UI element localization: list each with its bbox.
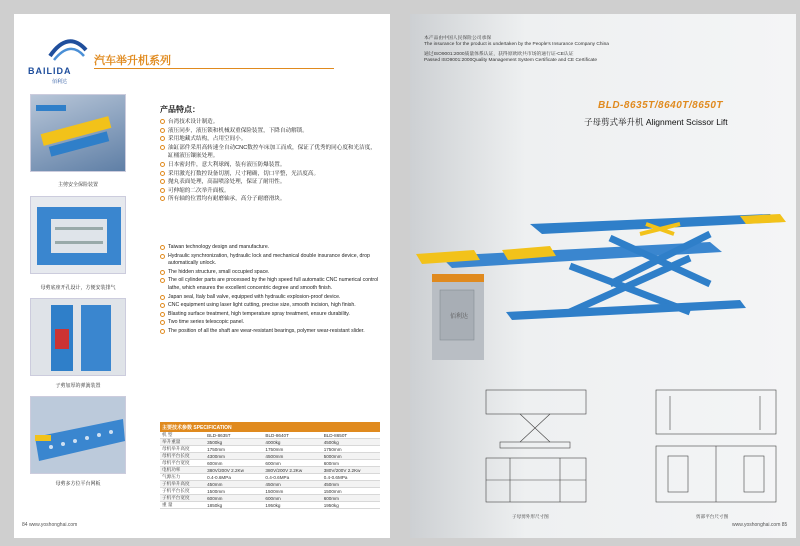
bullet-icon [160,270,165,275]
spec-row [160,460,380,467]
bullet-icon [160,171,165,176]
feature-cn-item: 所有轴的位置均有耐磨轴承，高分子耐磨滑块。 [160,195,380,204]
spec-cell: 1850kg [205,502,263,509]
bullet-icon [160,312,165,317]
bullet-icon [160,245,165,250]
spec-cell: 1500mm [205,488,263,495]
bullet-icon [160,320,165,325]
spec-table [160,422,380,509]
features-title: 产品特点： [160,105,200,114]
spec-cell: 600mm [263,460,321,467]
spec-cell: 电机功率 [160,467,205,474]
bullet-icon [160,179,165,184]
spec-cell: 举升重量 [160,439,205,446]
spec-cell: 1500mm [322,488,380,495]
feature-en-item: Taiwan technology design and manufacture. [160,244,382,252]
spec-cell: 0.4-0.6MPa [205,474,263,481]
feature-en-item: Two time series telescopic panel. [160,319,382,327]
spec-header-cell: 机 型 [160,432,205,439]
feature-cn-item: 采用地藏式结构，占用空间小。 [160,135,380,144]
features-cn-list [160,118,380,204]
feature-cn-item: 油缸部件采用高转速全自动CNC数控车床加工而成，保证了优秀的同心度和光洁度，缸桶液压镶嵌处理。 [160,144,380,161]
spec-cell: 600mm [322,495,380,502]
feature-en-item: Blasting surface treatment, high temperature spray treatment, ensure durability. [160,311,382,319]
spec-cell: 1950kg [322,502,380,509]
bullet-icon [160,329,165,334]
technical-drawings [480,386,790,526]
scissor-lift-illustration [410,194,796,364]
left-page [14,14,390,538]
spec-cell: 450mm [322,481,380,488]
spec-header-cell: BLD-8635T [205,432,263,439]
feature-en-item: The hidden structure, small occupied space. [160,269,382,277]
spec-row [160,453,380,460]
drawing-caption-left: 子母剪外形尺寸图 [512,514,549,519]
iso-cn: 通过ISO9001:2000质量体系认证，获得原欧欧共市场的通行证-CE认证 [424,52,574,57]
logo-subtext: 佰利达 [52,79,68,85]
spec-header-cell: BLD-8650T [322,432,380,439]
feature-en-item: Hydraulic synchronization, hydraulic lock and mechanical double insurance device, drop automatically unlock. [160,253,382,268]
spec-cell: 1950kg [263,502,321,509]
spec-cell: 450mm [263,481,321,488]
spec-table-title-row [160,422,380,432]
feature-cn-item: 液压同步，液压锁和机械双重保险装置，下降自动解锁。 [160,127,380,136]
insurance-en: The insurance for the product is undertaken by the People's Insurance Company China [424,42,609,47]
spec-cell: 子机平台长度 [160,488,205,495]
thumbnail-caption: 子剪加厚的弹簧装置 [55,383,101,389]
thumbnail-caption: 主剪安全保险装置 [57,182,98,188]
spec-cell: 母机平台宽度 [160,460,205,467]
bullet-icon [160,145,165,150]
spec-row [160,481,380,488]
feature-cn-item: 日本密封件，意大利球阀，装有液压防爆装置。 [160,161,380,170]
base-opening-photo [31,197,126,274]
bullet-icon [160,303,165,308]
feature-en-item: Japan seal, Italy ball valve, equipped with hydraulic explosion-proof device. [160,294,382,302]
drawing-caption-right: 剪部平台尺寸图 [696,514,729,519]
spec-row [160,502,380,509]
page-number-left: 84 www.yoshonghai.com [22,522,78,528]
spec-cell: 1750mm [263,446,321,453]
thumbnail-safety-device [30,94,126,172]
bullet-icon [160,136,165,141]
feature-cn-item: 抛丸表面处理，高温喷涂处理，保证了耐用性。 [160,178,380,187]
spec-cell: 4500mm [263,453,321,460]
cabinet-label: 佰利达 [450,314,469,320]
spec-cell: 380V/200V 2.2Kw [263,467,321,474]
features-en-list [160,244,382,337]
page-number-right: www.yoshonghai.com 85 [732,522,788,528]
right-page [410,14,796,538]
feature-cn-item: 可伸缩的二次举升面板。 [160,187,380,196]
spring-photo [31,299,126,376]
logo-text: BAILIDA [28,66,72,76]
spec-row [160,446,380,453]
spec-cell: 3500kg [205,439,263,446]
model-title: BLD-8635T/8640T/8650T [598,100,724,111]
spec-cell: 600mm [322,460,380,467]
spec-cell: 4000kg [263,439,321,446]
cabinet-top [432,274,484,282]
spec-header-row [160,432,380,439]
header-divider [94,68,334,69]
spec-row [160,467,380,474]
bullet-icon [160,196,165,201]
platform-photo [31,397,126,474]
logo-swoosh-icon [48,36,88,62]
spec-cell: 0.4-0.6MPa [322,474,380,481]
spec-cell: 1750mm [322,446,380,453]
bailida-logo [42,34,92,84]
spec-cell: 1500mm [263,488,321,495]
spec-cell: 380V/200V 2.2Kw [205,467,263,474]
bullet-icon [160,128,165,133]
spec-row [160,495,380,502]
spec-cell: 380V/200V 2.2Kw [322,467,380,474]
spec-cell: 母机举升高度 [160,446,205,453]
thumbnail-spring [30,298,126,376]
product-title: 子母剪式举升机 Alignment Scissor Lift [584,117,728,127]
feature-en-item: The position of all the shaft are wear-resistant bearings, polymer wear-resistant slider. [160,328,382,336]
spec-cell: 子机举升高度 [160,481,205,488]
bullet-icon [160,295,165,300]
safety-device-photo [31,95,126,172]
spec-cell: 4300mm [205,453,263,460]
spec-cell: 重 量 [160,502,205,509]
spec-cell: 母机平台长度 [160,453,205,460]
spec-row [160,439,380,446]
feature-cn-item: 台湾技术设计制造。 [160,118,380,127]
feature-en-item: The oil cylinder parts are processed by the high speed full automatic CNC numerical control lathe, which ensures the excellent concentric degree and smooth finish. [160,277,382,292]
spec-cell: 气源压力 [160,474,205,481]
bullet-icon [160,254,165,259]
bullet-icon [160,188,165,193]
spec-row [160,474,380,481]
spec-row [160,488,380,495]
spec-cell: 4500kg [322,439,380,446]
thumbnail-caption: 母剪多方位平台网板 [55,481,101,487]
spec-header-cell: BLD-8640T [263,432,321,439]
bullet-icon [160,278,165,283]
series-title: 汽车举升机系列 [94,55,171,67]
base-frame [506,300,746,320]
thumbnail-platform [30,396,126,474]
insurance-cn: 本产品由中国人民保险公司承保 [424,36,492,41]
dimension-drawings [480,386,790,526]
thumbnail-base-opening [30,196,126,274]
spec-cell: 600mm [205,460,263,467]
bullet-icon [160,119,165,124]
spec-cell: 450mm [205,481,263,488]
spec-cell: 600mm [263,495,321,502]
spec-cell: 子机平台宽度 [160,495,205,502]
spec-cell: 1750mm [205,446,263,453]
spec-cell: 600mm [205,495,263,502]
iso-en: Passed ISO9001:2000Quality Management System Certificate and CE Certificate [424,58,598,63]
feature-en-item: CNC equipment using laser light cutting, precise size, smooth incision, high finish. [160,302,382,310]
feature-cn-item: 采用激光打数控设备切割，尺寸精确，切口平整，光洁度高。 [160,170,380,179]
bullet-icon [160,162,165,167]
spec-cell: 0.4-0.6MPa [263,474,321,481]
spec-table-title: 主要技术参数 SPECIFICATION [160,422,380,432]
thumbnail-caption: 母剪底座开孔设计，方便安装排气 [40,285,116,291]
spec-cell: 5000mm [322,453,380,460]
